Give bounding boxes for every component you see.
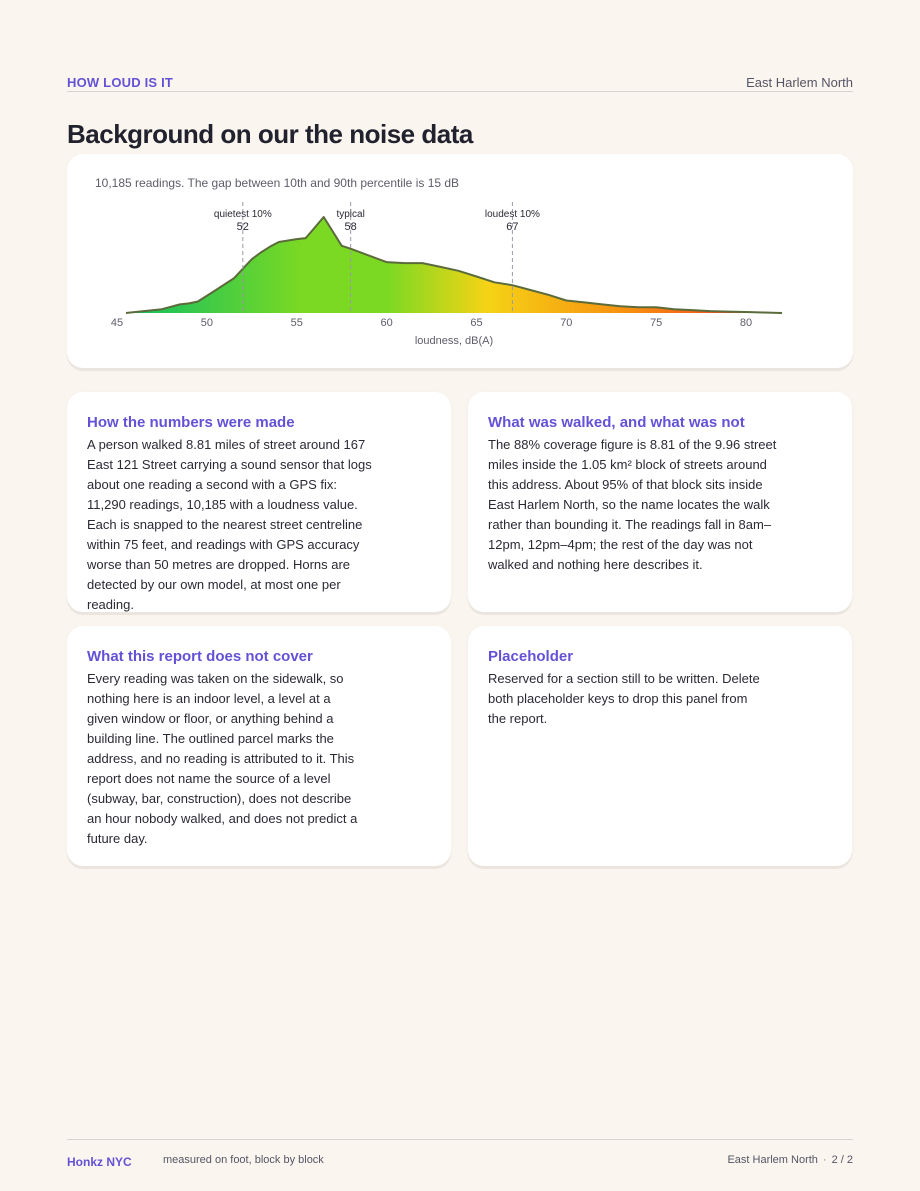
- panel-placeholder: [468, 626, 852, 866]
- percentile-marker-value: 58: [344, 221, 357, 233]
- region-name: East Harlem North: [746, 75, 853, 90]
- x-axis-label: loudness, dB(A): [414, 335, 494, 347]
- panel-body: Every reading was taken on the sidewalk, so nothing here is an indoor level, a level at a given window or floor, or anything behind a building line. The outlined parcel marks the address, and no reading is attributed to it. This report does not name the source of a level (subway, bar, construction), does not describe an hour nobody walked, and does not predict a future day.: [87, 671, 358, 846]
- x-tick-label: 70: [560, 317, 573, 329]
- panel-coverage: [468, 392, 852, 612]
- loudness-distribution-card: [67, 154, 853, 368]
- page-title: Background on our the noise data: [67, 119, 473, 149]
- panel-title: How the numbers were made: [87, 414, 295, 431]
- x-tick-label: 75: [650, 317, 663, 329]
- brand-name: Honkz NYC: [67, 1155, 132, 1169]
- panel-body: Reserved for a section still to be written. Delete both placeholder keys to drop this panel from the report.: [488, 671, 760, 726]
- panel-body: A person walked 8.81 miles of street around 167 East 121 Street carrying a sound sensor that logs about one reading a second with a GPS fix: 11,290 readings, 10,185 with a loudness value. Each is snapped to the nearest street centreline within 75 feet, and readings with GPS accuracy worse than 50 metres are dropped. Horns are detected by our own model, at most one per reading.: [87, 437, 372, 612]
- panel-limitations: [67, 626, 451, 866]
- separator-dot: ·: [822, 1154, 827, 1166]
- page-header: [67, 74, 853, 92]
- panel-method: [67, 392, 451, 612]
- panel-title: What was walked, and what was not: [488, 414, 745, 431]
- percentile-marker-value: 67: [506, 221, 519, 233]
- chart-subtitle: 10,185 readings. The gap between 10th and 90th percentile is 15 dB: [95, 176, 460, 190]
- page-footer: [67, 1139, 853, 1179]
- page-number: 2 / 2: [831, 1154, 853, 1166]
- tagline: measured on foot, block by block: [163, 1154, 324, 1166]
- percentile-marker-value: 52: [236, 221, 249, 233]
- x-tick-label: 80: [739, 317, 753, 329]
- panel-body: The 88% coverage figure is 8.81 of the 9.96 street miles inside the 1.05 km² block of streets around this address. About 95% of that block sits inside East Harlem North, so the name locates the walk rather than bounding it. The readings fall in 8am–12pm, 12pm–4pm; the rest of the day was not walked and nothing here describes it.: [488, 437, 777, 572]
- distribution-area: [126, 217, 782, 313]
- x-tick-label: 50: [200, 317, 213, 329]
- footer-page-info: [727, 1154, 853, 1166]
- footer-region: East Harlem North: [727, 1154, 818, 1166]
- panel-title: Placeholder: [488, 648, 574, 665]
- percentile-marker-label: loudest 10%: [484, 209, 540, 220]
- x-tick-label: 65: [470, 317, 483, 329]
- percentile-marker-label: typical: [336, 209, 365, 220]
- loudness-distribution-chart: [67, 154, 853, 368]
- percentile-marker-label: quietest 10%: [213, 209, 272, 220]
- section-tag: HOW LOUD IS IT: [67, 75, 174, 90]
- x-tick-label: 60: [380, 317, 393, 329]
- panel-title: What this report does not cover: [87, 648, 313, 665]
- x-tick-label: 55: [290, 317, 303, 329]
- x-tick-label: 45: [110, 317, 124, 329]
